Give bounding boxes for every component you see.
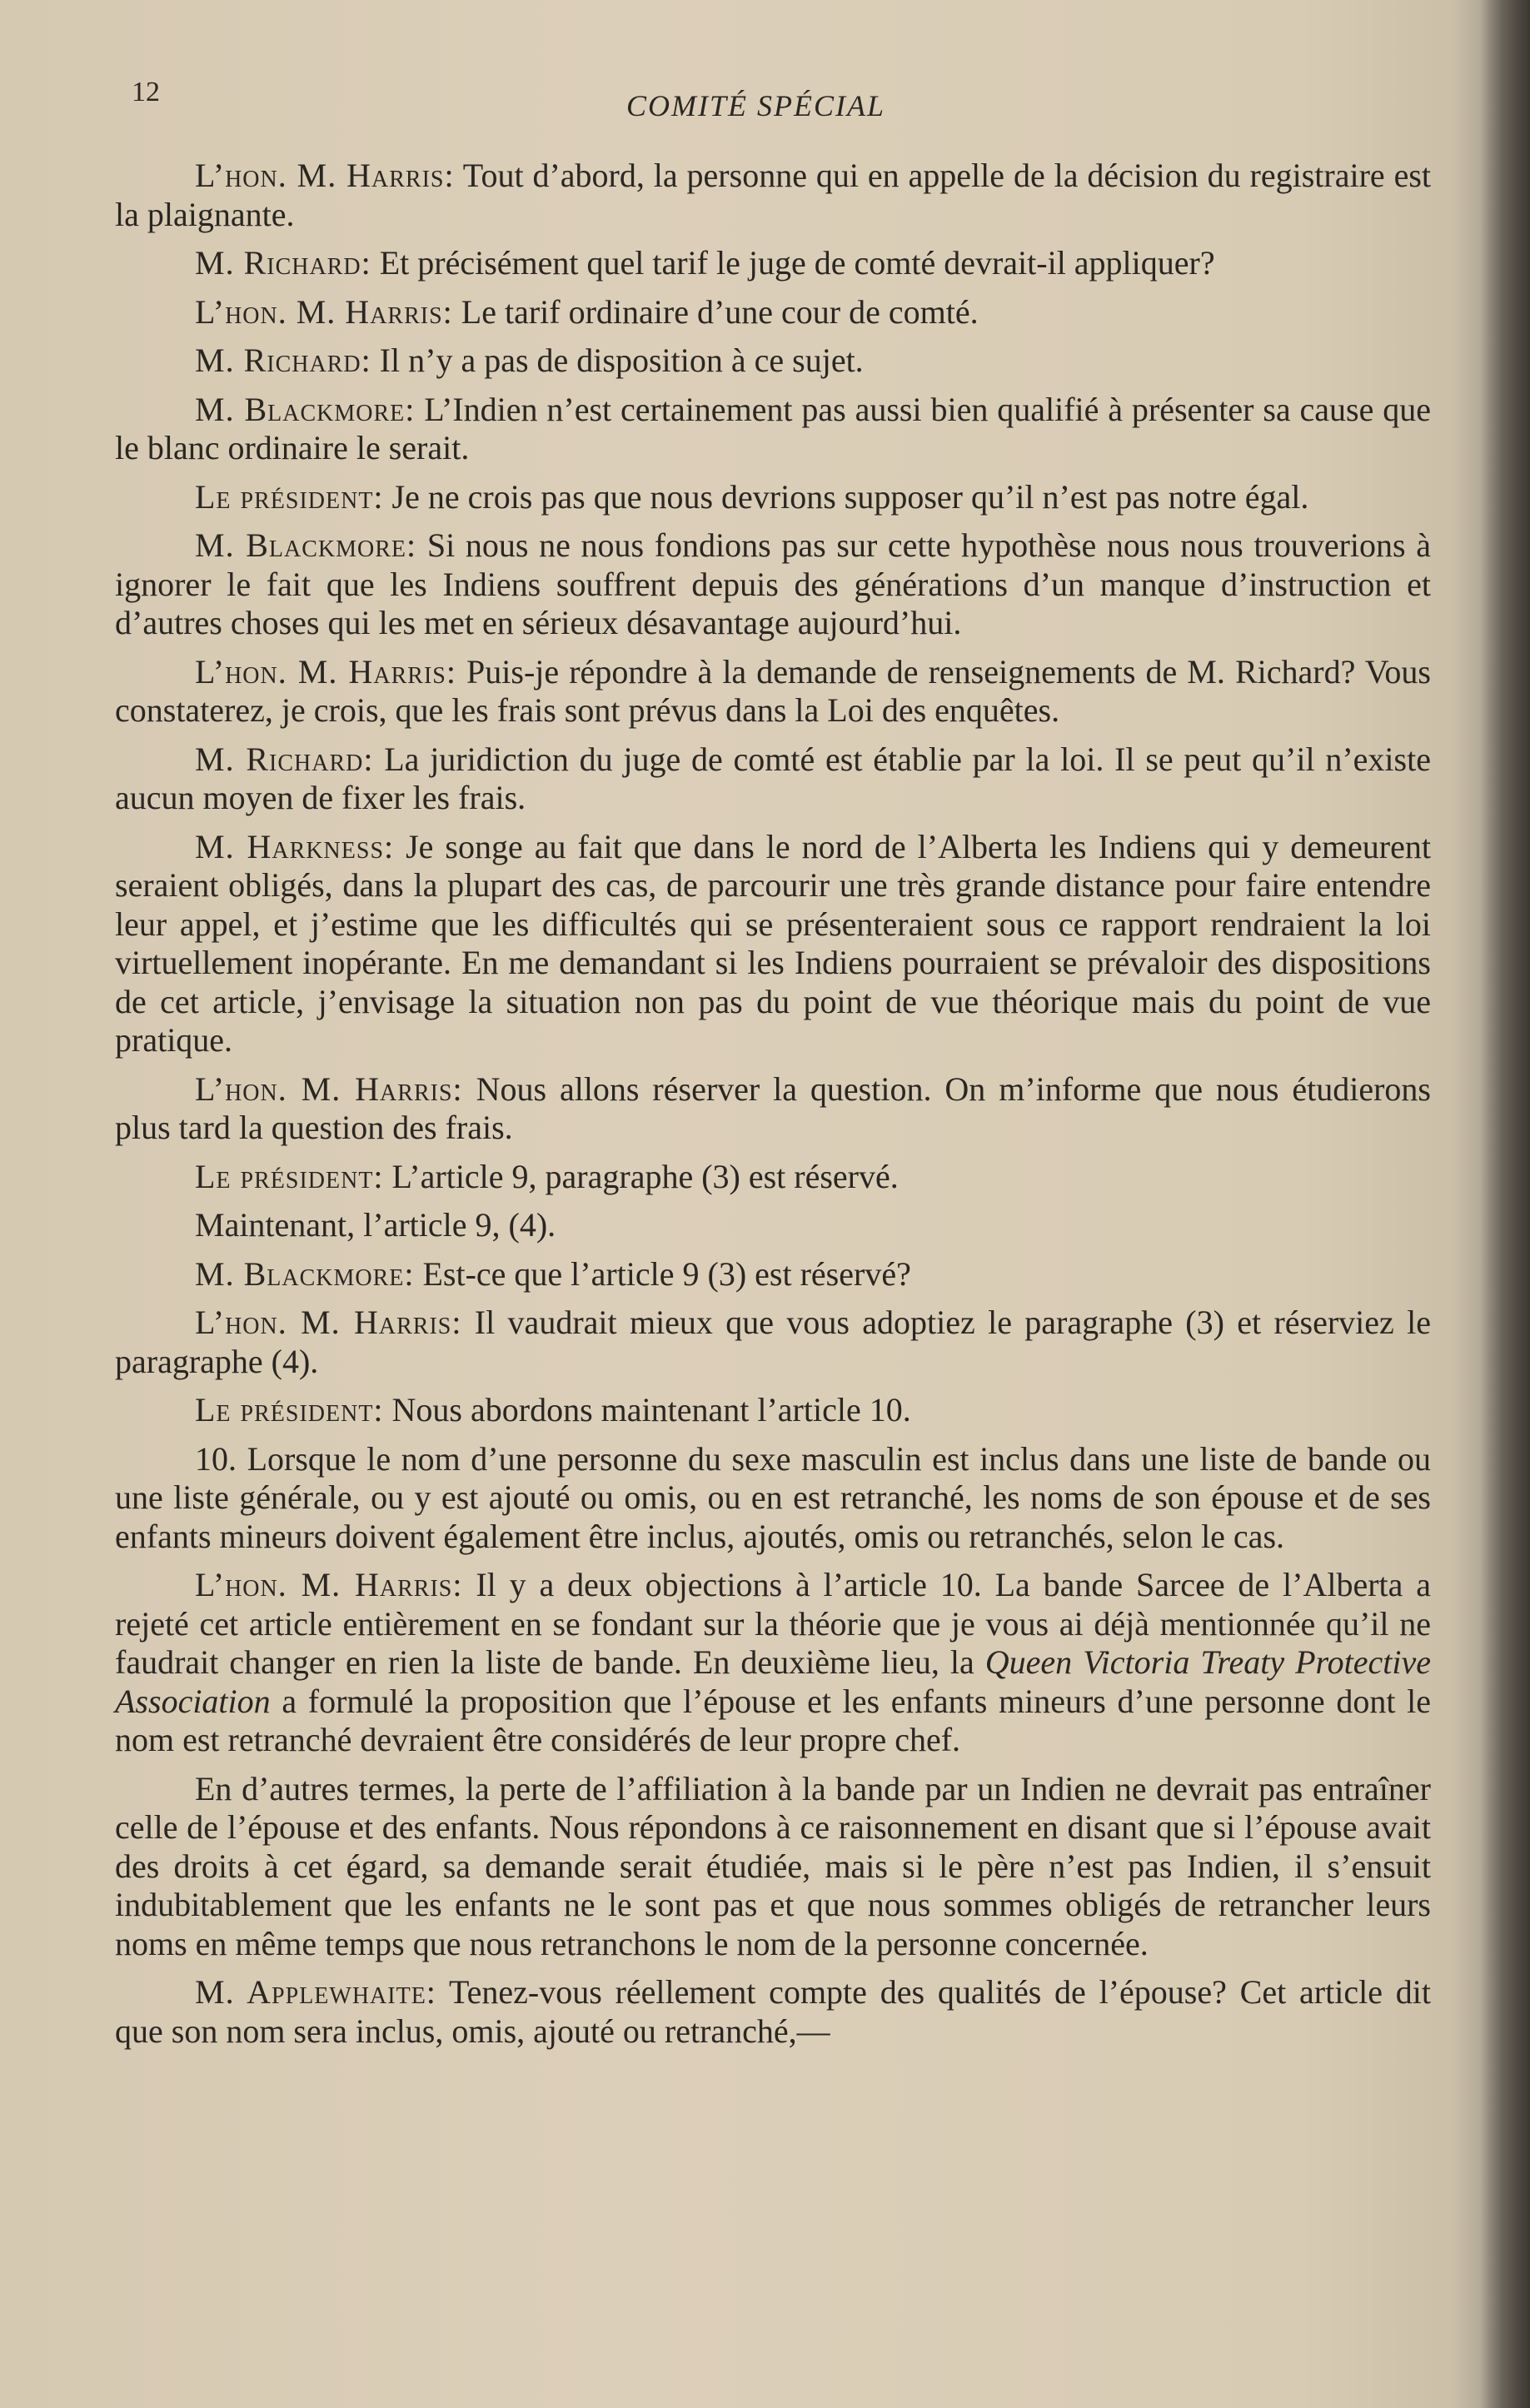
paragraph [115, 1304, 1431, 1381]
speaker-name: Le président: [195, 1391, 384, 1428]
paragraph [115, 1566, 1431, 1760]
bill-clause-text [115, 1440, 1431, 1557]
paragraph-text: 10. Lorsque le nom d’une personne du sexe masculin est inclus dans une liste de bande ou une liste générale, ou y est ajouté ou omis, ou en est retranché, les noms de son épouse et de ses enfants mineurs doivent également être inclus, ajoutés, omis ou retranchés, selon le cas. [115, 1439, 1431, 1555]
paragraph [115, 740, 1431, 818]
paragraph-text: La juridiction du juge de comté est établie par la loi. Il se peut qu’il n’existe aucun moyen de fixer les frais. [115, 740, 1431, 816]
speaker-name: L’hon. M. Harris: [195, 1566, 463, 1603]
page-number: 12 [132, 77, 160, 107]
paragraph [115, 828, 1431, 1060]
paragraph [115, 1206, 1431, 1245]
paragraph-text: L’Indien n’est certainement pas aussi bien qualifié à présenter sa cause que le blanc ordinaire le serait. [115, 390, 1431, 466]
paragraph [115, 244, 1431, 283]
paragraph-text: Et précisément quel tarif le juge de comté devrait-il appliquer? [371, 244, 1215, 282]
page-header [0, 77, 1466, 127]
paragraph-text: Il y a deux objections à l’article 10. La bande Sarcee de l’Alberta a rejeté cet article entièrement en se fondant sur la théorie que je vous ai déjà mentionnée qu’il ne faudrait changer en rien la liste de bande. En deuxième lieu, la [115, 1566, 1432, 1681]
paragraph-text: Est-ce que l’article 9 (3) est réservé? [414, 1254, 911, 1293]
paragraph-text: Tout d’abord, la personne qui en appelle de la décision du registraire est la plaignante. [115, 157, 1431, 233]
paragraph [115, 391, 1431, 468]
paragraph [115, 653, 1431, 730]
paragraph-text: Il n’y a pas de disposition à ce sujet. [371, 342, 864, 379]
paragraph-text: Puis-je répondre à la demande de renseignements de M. Richard? Vous constaterez, je crois, que les frais sont prévus dans la Loi des enquêtes. [115, 652, 1431, 729]
speaker-name: M. Blackmore: [195, 390, 416, 428]
paragraph-text: Si nous ne nous fondions pas sur cette hypothèse nous nous trouverions à ignorer le fait que les Indiens souffrent depuis des générations d’un manque d’instruction et d’autres choses qui les met en sérieux désavantage aujourd’hui. [115, 526, 1432, 641]
paragraph [115, 1391, 1431, 1430]
speaker-name: L’hon. M. Harris: [195, 1304, 462, 1341]
speaker-name: Le président: [195, 477, 384, 516]
paragraph-text: Nous allons réserver la question. On m’informe que nous étudierons plus tard la question des frais. [115, 1069, 1431, 1146]
speaker-name: L’hon. M. Harris: [195, 1069, 463, 1108]
paragraph [115, 1973, 1431, 2051]
speaker-name: M. Blackmore: [195, 1254, 415, 1293]
speaker-name: M. Richard: [195, 740, 374, 778]
paragraph-text: Tenez-vous réellement compte des qualités de l’épouse? Cet article dit que son nom sera inclus, omis, ajouté ou retranché,— [115, 1973, 1431, 2050]
paragraph [115, 1255, 1431, 1294]
paragraph [115, 342, 1431, 381]
paragraph-text: Je songe au fait que dans le nord de l’Alberta les Indiens qui y demeurent seraient obligés, dans la plupart des cas, de parcourir une très grande distance pour faire entendre leur appel, et j’estime que les difficultés qui se présenteraient sous ce rapport rendraient la loi virtuellement inopérante. En me demandant si les Indiens pourraient se prévaloir des dispositions de cet article, j’envisage la situation non pas du point de vue théorique mais du point de vue pratique. [115, 827, 1431, 1059]
paragraph-text: Je ne crois pas que nous devrions supposer qu’il n’est pas notre égal. [383, 477, 1309, 516]
paragraph-text: En d’autres termes, la perte de l’affiliation à la bande par un Indien ne devrait pas entraîner celle de l’épouse et des enfants. Nous répondons à ce raisonnement en disant que si l’épouse avait des droits à cet égard, sa demande serait étudiée, mais si le père n’est pas Indien, il s’ensuit indubitablement que les enfants ne le sont pas et que nous sommes obligés de retrancher leurs noms en même temps que nous retranchons le nom de la personne concernée. [115, 1769, 1431, 1962]
paragraph-text: Maintenant, l’article 9, (4). [195, 1206, 556, 1244]
running-title: COMITÉ SPÉCIAL [626, 89, 885, 122]
speaker-name: M. Harkness: [195, 827, 395, 865]
paragraph-text: L’article 9, paragraphe (3) est réservé. [383, 1157, 899, 1195]
paragraph [115, 157, 1431, 234]
speaker-name: M. Blackmore: [195, 526, 417, 564]
speaker-name: M. Richard: [195, 244, 371, 282]
speaker-name: L’hon. M. Harris: [195, 652, 456, 690]
paragraph [115, 478, 1431, 517]
paragraph [115, 1158, 1431, 1197]
speaker-name: Le président: [195, 1157, 384, 1195]
paragraph-text: Nous abordons maintenant l’article 10. [383, 1391, 911, 1428]
paragraph [115, 1770, 1431, 1964]
speaker-name: L’hon. M. Harris: [195, 157, 455, 194]
association-name: Queen Victoria Treaty Protective Association [115, 1643, 1431, 1720]
paragraph [115, 526, 1431, 643]
paragraph-text: Il vaudrait mieux que vous adoptiez le paragraphe (3) et réserviez le paragraphe (4). [115, 1304, 1431, 1380]
paragraph-text: Le tarif ordinaire d’une cour de comté. [452, 292, 979, 331]
paragraph [115, 1070, 1431, 1148]
transcript-body [115, 157, 1431, 2061]
speaker-name: M. Applewhaite: [195, 1973, 436, 2011]
paragraph-text-continued: a formulé la proposition que l’épouse et les enfants mineurs d’une personne dont le nom est retranché devraient être considérés de leur propre chef. [115, 1682, 1431, 1758]
paragraph [115, 293, 1431, 332]
speaker-name: L’hon. M. Harris: [195, 292, 453, 331]
book-spine-shadow [1480, 0, 1530, 2408]
speaker-name: M. Richard: [195, 342, 371, 379]
